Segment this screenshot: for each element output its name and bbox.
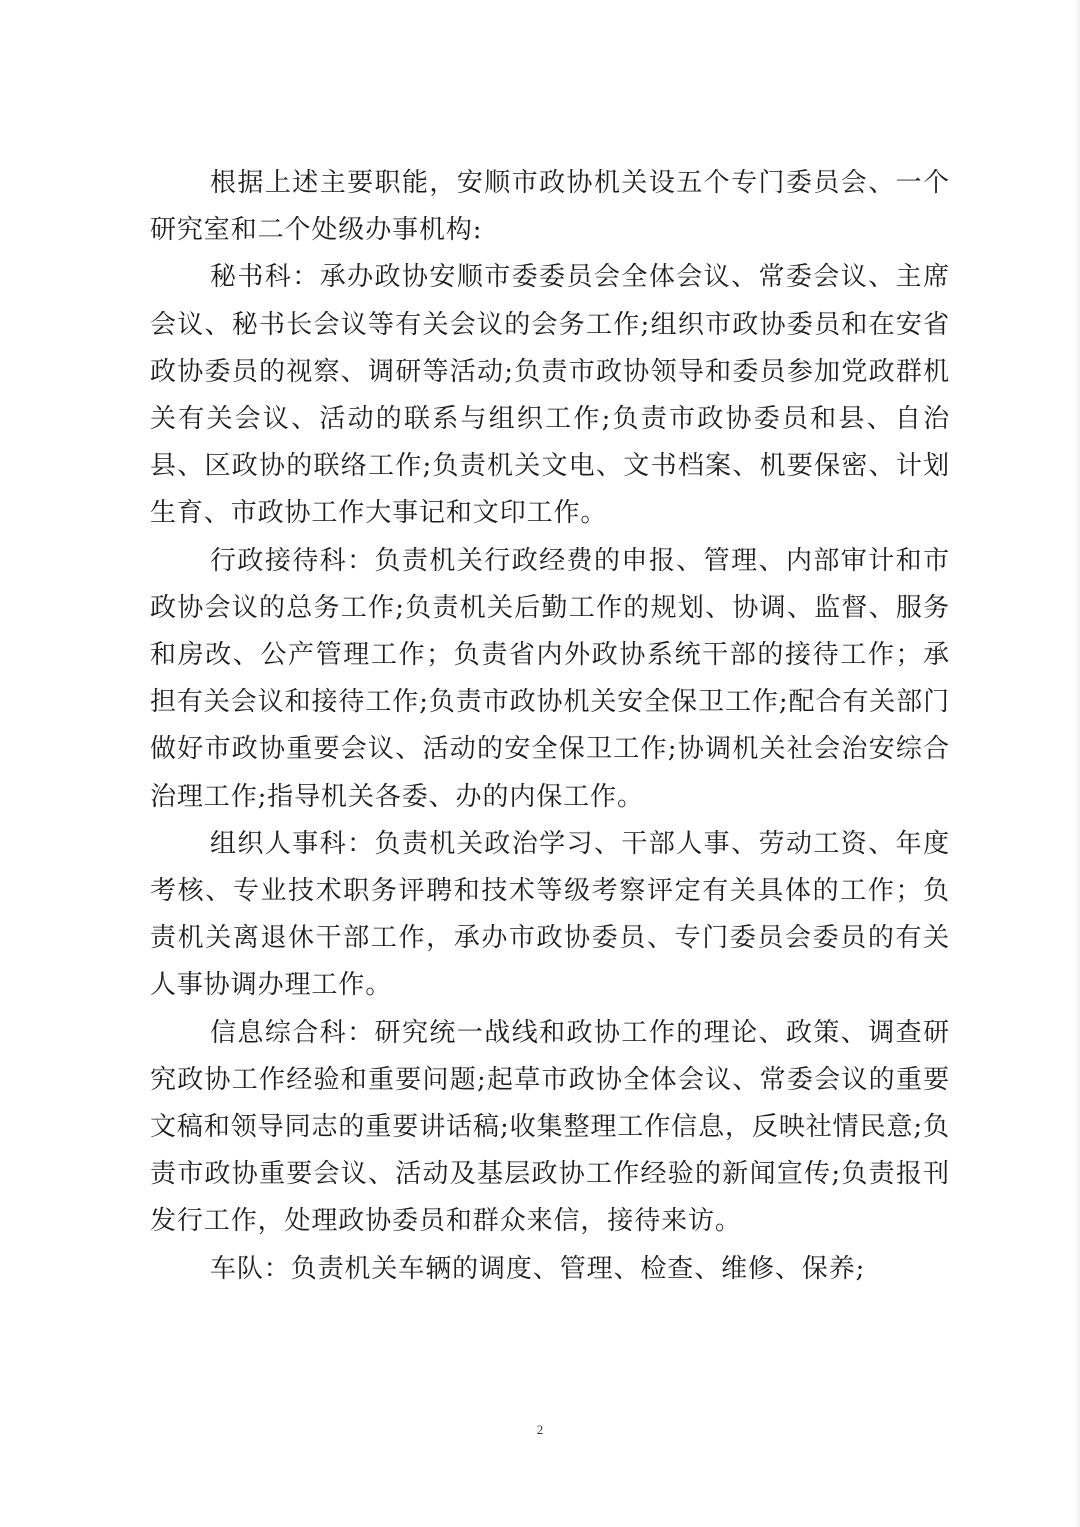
paragraph-information: 信息综合科：研究统一战线和政协工作的理论、政策、调查研究政协工作经验和重要问题;起草市政协全体会议、常委会议的重要文稿和领导同志的重要讲话稿;收集整理工作信息，反映社情民意;负责市政协重要会议、活动及基层政协工作经验的新闻宣传;负责报刊发行工作，处理政协委员和群众来信，接待来访。 [150,1017,950,1237]
paragraph-administration-reception: 行政接待科：负责机关行政经费的申报、管理、内部审计和市政协会议的总务工作;负责机关后勤工作的规划、协调、监督、服务和房改、公产管理工作；负责省内外政协系统干部的接待工作；承担有关会议和接待工作;负责市政协机关安全保卫工作;配合有关部门做好市政协重要会议、活动的安全保卫工作;协调机关社会治安综合治理工作;指导机关各委、办的内保工作。 [150,545,950,812]
scan-edge-shadow [1074,0,1080,1527]
paragraph-motor-pool: 车队：负责机关车辆的调度、管理、检查、维修、保养; [210,1253,866,1284]
paragraph-secretariat: 秘书科：承办政协安顺市委委员会全体会议、常委会议、主席会议、秘书长会议等有关会议的会务工作;组织市政协委员和在安省政协委员的视察、调研等活动;负责市政协领导和委员参加党政群机关有关会议、活动的联系与组织工作;负责市政协委员和县、自治县、区政协的联络工作;负责机关文电、文书档案、机要保密、计划生育、市政协工作大事记和文印工作。 [150,262,950,529]
paragraph-personnel: 组织人事科：负责机关政治学习、干部人事、劳动工资、年度考核、专业技术职务评聘和技术等级考察评定有关具体的工作；负责机关离退休干部工作，承办市政协委员、专门委员会委员的有关人事协调办理工作。 [150,828,950,1001]
document-body [150,160,950,1293]
paragraph-intro: 根据上述主要职能，安顺市政协机关设五个专门委员会、一个研究室和二个处级办事机构: [150,168,950,246]
page-number: 2 [536,1422,544,1437]
